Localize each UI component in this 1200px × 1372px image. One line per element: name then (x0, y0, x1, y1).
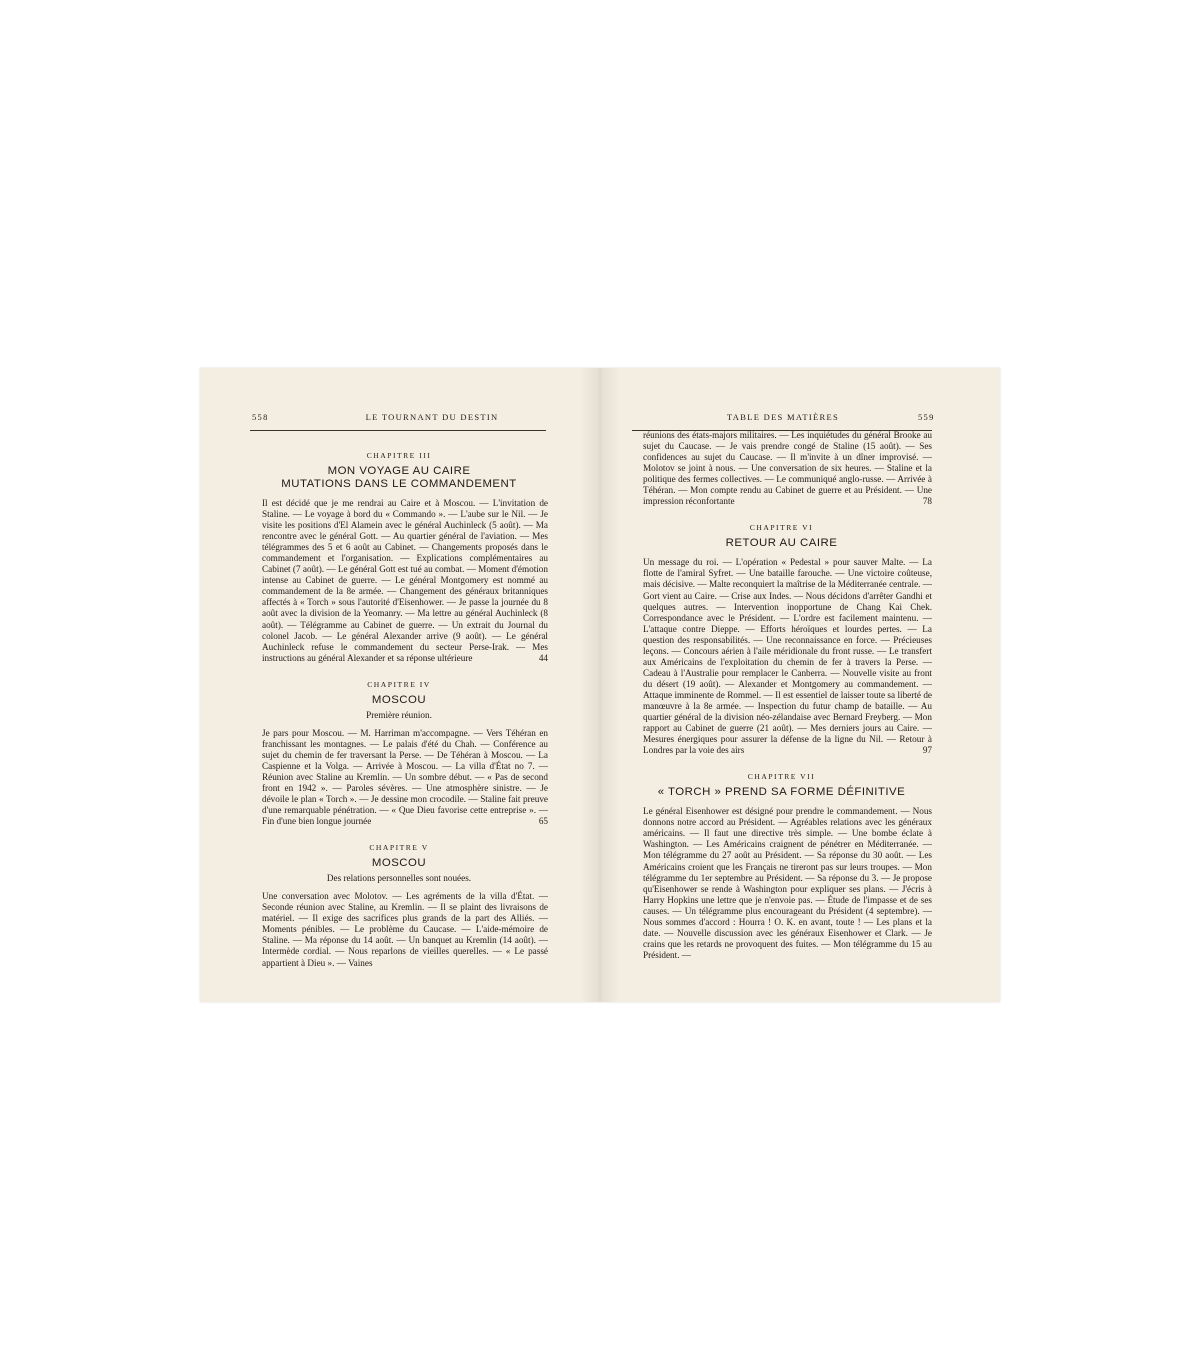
running-head: TABLE DES MATIÈRES (727, 412, 839, 422)
chapter-title: MOSCOU (371, 693, 427, 706)
toc-column (631, 430, 932, 961)
chapter-label: CHAPITRE V (369, 843, 429, 853)
page-number: 558 (252, 412, 269, 422)
book-spread (200, 368, 1000, 1002)
summary-text: Il est décidé que je me rendrai au Caire et à Moscou. — L'invitation de Staline. — Le voyage à bord du « Commando ». — L'aube sur le Nil. — Je visite les positions d'El Alamein avec le général Auchinleck (5 août). — Ma rencontre avec le général Gott. — Au quartier général de l'aviation. — Mes télégrammes des 5 et 6 août au Cabinet. — Changements proposés dans le commandement et l'organisation. — Explications complémentaires au Cabinet (7 août). — Le général Gott est tué au combat. — Moment d'émotion intense au Cabinet de guerre. — Le général Montgomery est nommé au commandement de la 8e armée. — Changement des généraux britanniques affectés à « Torch » sous l'autorité d'Eisenhower. — Je passe la journée du 8 août avec la division de la Yeomanry. — Ma lettre au général Auchinleck (8 août). — Télégramme au Cabinet de guerre. — Un extrait du Journal du colonel Jacob. — Le général Alexander arrive (9 août). — Le général Auchinleck refuse le commandement du secteur Perse-Irak. — Mes instructions au général Alexander et sa réponse ultérieure (262, 498, 548, 663)
chapter-subtitle: Première réunion. (366, 709, 432, 720)
chapter-heading (250, 843, 548, 884)
chapter-title: MOSCOU (371, 857, 427, 870)
summary-text: Je pars pour Moscou. — M. Harriman m'accompagne. — Vers Téhéran en franchissant les montagnes. — Le palais d'été du Chah. — Conférence au sujet du chemin de fer traversant la Perse. — De Téhéran à Moscou. — La Caspienne et la Volga. — Arrivée à Moscou. — La villa d'État no 7. — Réunion avec Staline au Kremlin. — Un sombre début. — « Pas de second front en 1942 ». — Paroles sévères. — Une atmosphère sinistre. — Je dévoile le plan « Torch ». — Je dessine mon crocodile. — Staline fait preuve d'une remarquable pénétration. — « Que Dieu favorise cette entreprise ». — Fin d'une bien longue journée (262, 727, 548, 827)
chapter-summary (250, 498, 548, 664)
chapter-label: CHAPITRE VI (749, 523, 814, 533)
chapter-heading (250, 680, 548, 721)
chapter-title: « TORCH » PREND SA FORME DÉFINITIVE (657, 786, 906, 799)
page-reference: 97 (922, 745, 932, 756)
chapter-summary (631, 806, 932, 961)
running-head: LE TOURNANT DU DESTIN (365, 412, 499, 422)
chapter-title: MON VOYAGE AU CAIRE (327, 465, 471, 477)
toc-column (250, 440, 548, 969)
summary-text: Le général Eisenhower est désigné pour prendre le commandement. — Nous donnons notre accord au Président. — Agréables relations avec les généraux américains. — Il faut une directive très simple. — Une bombe éclate à Washington. — Les Américains craignent de pénétrer en Méditerranée. — Mon télégramme du 27 août au Président. — Sa réponse du 30 août. — Les Américains croient que les Français ne tireront pas sur leurs troupes. — Mon télégramme du 1er septembre au Président. — Sa réponse du 3. — Je propose qu'Eisenhower se rende à Washington pour expliquer ses plans. — J'écris à Harry Hopkins une lettre que je n'envoie pas. — Étude de l'impasse et de ses causes. — Un télégramme plus encourageant du Président (4 septembre). — Nous sommes d'accord : Hourra ! O. K. en avant, toute ! — Les plans et la date. — Nouvelle discussion avec les généraux Eisenhower et Clark. — Je crains que les retards ne provoquent des fuites. — Mon télégramme du 15 au Président. — (643, 806, 932, 960)
summary-text: Un message du roi. — L'opération « Pedestal » pour sauver Malte. — La flotte de l'amiral Syfret. — Une bataille farouche. — Une victoire coûteuse, mais décisive. — Malte reconquiert la maîtrise de la Méditerranée centrale. — Gort vient au Caire. — Crise aux Indes. — Nous décidons d'arrêter Gandhi et quelques autres. — Intervention inopportune de Chang Kai Chek. Correspondance avec le Président. — L'ordre est facilement maintenu. — L'attaque contre Dieppe. — Efforts héroïques et lourdes pertes. — La question des responsabilités. — Une reconnaissance en force. — Précieuses leçons. — Concours aérien à l'aile méridionale du front russe. — Le transfert aux Américains de l'exploitation du chemin de fer à travers la Perse. — Cadeau à l'Australie pour remplacer le Canberra. — Nouvelle visite au front du désert (19 août). — Alexander et Montgomery au commandement. — Attaque imminente de Rommel. — Il est essentiel de laisser toute sa liberté de manœuvre à la 8e armée. — Inspection du futur champ de bataille. — Au quartier général de la division néo-zélandaise avec Bernard Freyberg. — Mon rapport au Cabinet de guerre (21 août). — Mes derniers jours au Caire. — Mesures énergiques pour assurer la défense de la ligne du Nil. — Retour à Londres par la voie des airs (643, 557, 932, 756)
left-page (200, 368, 600, 1002)
summary-text: réunions des états-majors militaires. — Les inquiétudes du général Brooke au sujet du Caucase. — Je vais prendre congé de Staline (15 août). — Ses confidences au sujet du Caucase. — Il m'invite à un dîner improvisé. — Molotov se joint à nous. — Une conversation de six heures. — Staline et la politique des fermes collectives. — Le communiqué anglo-russe. — Arrivée à Téhéran. — Mon compte rendu au Cabinet de guerre et au Président. — Une impression réconfortante (643, 430, 932, 507)
page-number: 559 (918, 412, 935, 422)
chapter-subtitle: Des relations personnelles sont nouées. (326, 873, 472, 884)
continued-summary (631, 430, 932, 507)
chapter-label: CHAPITRE III (366, 451, 432, 460)
summary-text: Une conversation avec Molotov. — Les agréments de la villa d'État. — Seconde réunion avec Staline, au Kremlin. — Il se plaint des livraisons de matériel. — Il exige des sacrifices plus grands de la part des Alliés. — Moments pénibles. — Le problème du Caucase. — L'aide-mémoire de Staline. — Ma réponse du 14 août. — Un banquet au Kremlin (14 août). — Intermède cordial. — Nous reparlons de vieilles querelles. — « Le passé appartient à Dieu ». — Vaines (262, 891, 548, 968)
chapter-heading (631, 772, 932, 799)
chapter-heading (250, 451, 548, 491)
chapter-title: RETOUR AU CAIRE (725, 537, 838, 550)
right-page (600, 368, 1000, 1002)
chapter-title-line2: MUTATIONS DANS LE COMMANDEMENT (281, 478, 517, 490)
page-reference: 44 (538, 652, 548, 663)
page-reference: 78 (922, 496, 932, 507)
chapter-summary (631, 557, 932, 756)
header-rule (250, 430, 546, 431)
page-reference: 65 (538, 816, 548, 827)
chapter-summary (250, 891, 548, 968)
chapter-summary (250, 728, 548, 827)
chapter-label: CHAPITRE IV (367, 679, 431, 689)
chapter-heading (631, 523, 932, 550)
chapter-label: CHAPITRE VII (747, 772, 816, 782)
